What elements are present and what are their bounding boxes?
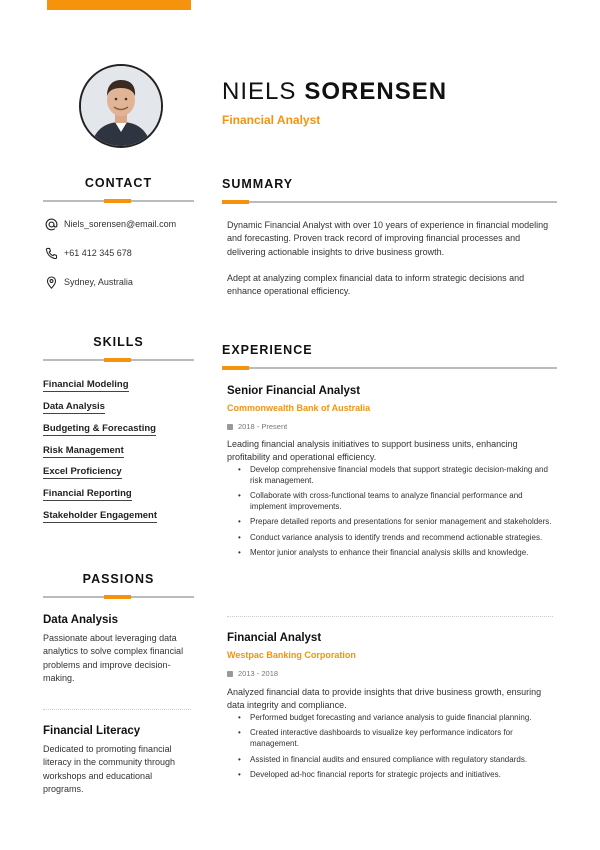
at-icon	[45, 218, 58, 231]
calendar-icon	[227, 424, 233, 430]
job-bullet: • Conduct variance analysis to identify trends and recommend actionable strategies.	[238, 533, 556, 544]
passion-title: Financial Literacy	[43, 725, 141, 737]
summary-rule	[222, 201, 557, 203]
job-dates-text: 2013 - 2018	[238, 669, 279, 678]
contact-rule	[43, 200, 194, 202]
skill-item: Stakeholder Engagement	[43, 510, 158, 521]
passion-description: Dedicated to promoting financial literacy in the community through workshops and educational programs.	[43, 744, 176, 795]
skill-item: Excel Proficiency	[43, 466, 122, 477]
job-bullet: • Mentor junior analysts to enhance their financial analysis skills and knowledge.	[238, 548, 556, 559]
job-bullet: • Developed ad-hoc financial reports for strategic projects and initiatives.	[238, 770, 556, 781]
contact-heading: CONTACT	[84, 176, 153, 190]
skill-item: Risk Management	[43, 445, 124, 456]
experience-heading: EXPERIENCE	[222, 343, 313, 357]
summary-heading: SUMMARY	[222, 177, 294, 191]
contact-location-row	[45, 274, 133, 290]
summary-paragraph: Adept at analyzing complex financial data to inform strategic decisions and enhance operational efficiency.	[227, 273, 525, 297]
experience-rule	[222, 367, 557, 369]
job-dates-text: 2018 - Present	[238, 422, 288, 431]
profile-photo	[79, 64, 163, 148]
last-name: SORENSEN	[304, 78, 448, 105]
job-role: Senior Financial Analyst	[227, 385, 361, 397]
skills-rule	[43, 359, 194, 361]
job-description: Leading financial analysis initiatives to support business units, enhancing profitability and operational efficiency.	[227, 439, 518, 462]
passion-description: Passionate about leveraging data analytics to solve complex financial problems and improve decision-making.	[43, 633, 184, 684]
contact-email: Niels_sorensen@email.com	[64, 219, 177, 229]
job-role: Financial Analyst	[227, 632, 322, 644]
summary-rule-accent	[222, 200, 249, 204]
contact-phone: +61 412 345 678	[64, 248, 132, 258]
passion-divider	[43, 709, 191, 710]
job-bullet: • Created interactive dashboards to visualize key performance indicators for management.	[238, 728, 556, 750]
passion-title: Data Analysis	[43, 614, 118, 626]
calendar-icon	[227, 671, 233, 677]
full-name	[222, 78, 447, 106]
passions-rule-accent	[104, 595, 131, 599]
job-bullet-list	[238, 465, 556, 564]
job-bullet: • Assisted in financial audits and ensured compliance with regulatory standards.	[238, 755, 556, 766]
job-company: Commonwealth Bank of Australia	[227, 403, 371, 413]
contact-rule-accent	[104, 199, 131, 203]
job-bullet: • Collaborate with cross-functional teams to analyze financial performance and implement improvements.	[238, 491, 556, 513]
job-company: Westpac Banking Corporation	[227, 650, 356, 660]
profile-photo-illustration	[81, 66, 161, 146]
phone-icon	[45, 247, 58, 260]
skills-rule-accent	[104, 358, 131, 362]
skill-item: Data Analysis	[43, 401, 105, 412]
experience-rule-accent	[222, 366, 249, 370]
contact-email-row[interactable]	[45, 216, 176, 232]
job-description: Analyzed financial data to provide insights that drive business growth, ensuring data integrity and compliance.	[227, 687, 542, 710]
passions-heading: PASSIONS	[82, 572, 155, 586]
skill-item: Financial Reporting	[43, 488, 132, 499]
job-bullet: • Prepare detailed reports and presentations for senior management and stakeholders.	[238, 517, 556, 528]
location-pin-icon	[45, 276, 58, 289]
summary-paragraph: Dynamic Financial Analyst with over 10 years of experience in financial modeling and forecasting. Proven track record of improving financial processes and delivering actionable insights to drive business growth.	[227, 220, 549, 257]
job-bullet: • Develop comprehensive financial models that support strategic decision-making and risk management.	[238, 465, 556, 487]
skill-item: Financial Modeling	[43, 379, 129, 390]
contact-location: Sydney, Australia	[64, 277, 133, 287]
skills-heading: SKILLS	[93, 335, 144, 349]
job-bullet: • Performed budget forecasting and variance analysis to guide financial planning.	[238, 713, 556, 724]
first-name: NIELS	[222, 78, 297, 105]
job-dates	[227, 422, 287, 431]
job-bullet-list	[238, 713, 556, 785]
skill-item: Budgeting & Forecasting	[43, 423, 156, 434]
job-dates	[227, 669, 278, 678]
passions-rule	[43, 596, 194, 598]
job-title: Financial Analyst	[222, 113, 321, 127]
top-accent-bar	[47, 0, 191, 10]
contact-phone-row[interactable]	[45, 245, 132, 261]
experience-divider	[227, 616, 553, 617]
